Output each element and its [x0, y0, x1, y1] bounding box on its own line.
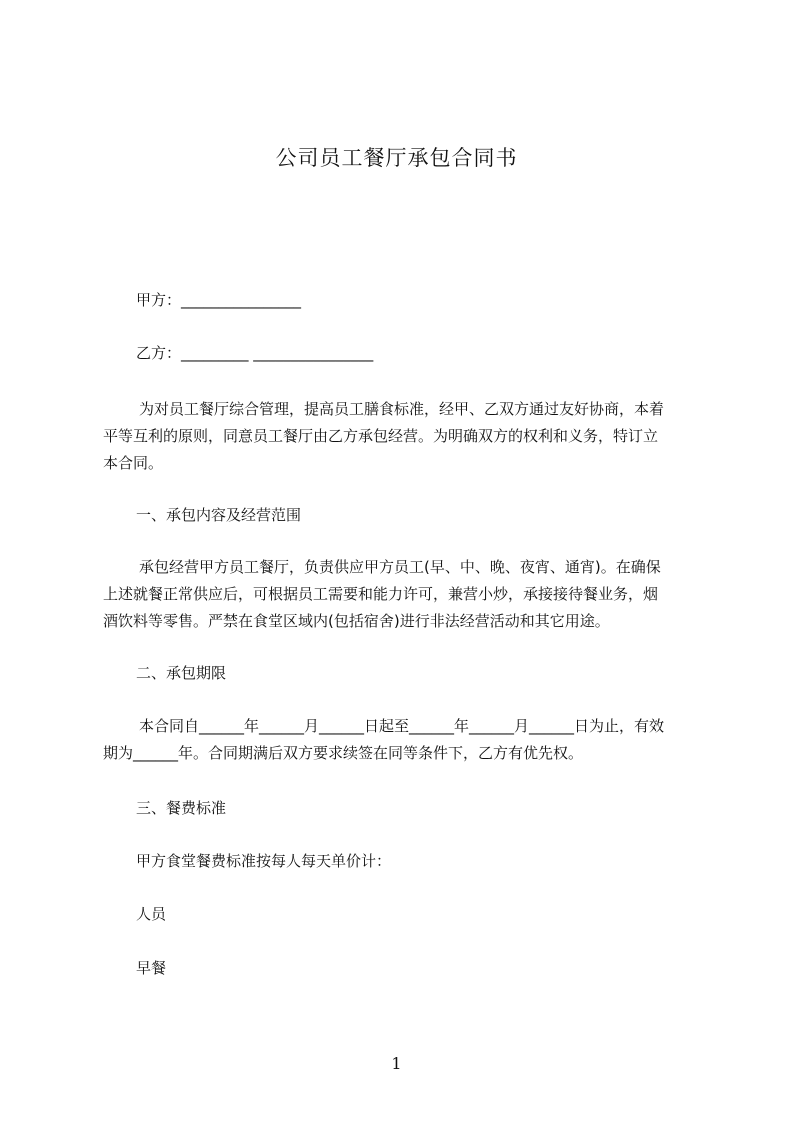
section-2-line-1: 本合同自______年______月______日起至______年______月______日为止，有效 [139, 717, 665, 735]
section-2-paragraph [103, 713, 703, 767]
section-1-line-2: 上述就餐正常供应后，可根据员工需要和能力许可，兼营小炒，承接接待餐业务，烟 [103, 585, 659, 603]
page-number: 1 [391, 1054, 402, 1073]
section-3-line-2: 人员 [136, 905, 167, 923]
section-3-line-1: 甲方食堂餐费标准按每人每天单价计： [136, 852, 392, 870]
intro-line-1: 为对员工餐厅综合管理，提高员工膳食标准，经甲、乙双方通过友好协商，本着 [139, 400, 665, 418]
section-3-line-3: 早餐 [136, 959, 167, 977]
section-1-line-1: 承包经营甲方员工餐厅，负责供应甲方员工(早、中、晚、夜宵、通宵)。在确保 [139, 558, 661, 576]
party-a-line: 甲方：________________ [136, 291, 302, 309]
section-1-heading: 一、承包内容及经营范围 [136, 506, 302, 524]
document-title: 公司员工餐厅承包合同书 [275, 146, 518, 170]
party-b-line: 乙方：_________ ________________ [136, 344, 374, 362]
section-1-paragraph [103, 554, 703, 635]
section-2-heading: 二、承包期限 [136, 664, 227, 682]
section-2-line-2: 期为______年。合同期满后双方要求续签在同等条件下，乙方有优先权。 [103, 744, 584, 762]
intro-line-2: 平等互利的原则，同意员工餐厅由乙方承包经营。为明确双方的权利和义务，特订立 [103, 427, 659, 445]
intro-line-3: 本合同。 [103, 454, 164, 472]
section-1-line-3: 酒饮料等零售。严禁在食堂区域内(包括宿舍)进行非法经营活动和其它用途。 [103, 612, 610, 630]
section-3-heading: 三、餐费标准 [136, 799, 227, 817]
intro-paragraph [103, 396, 703, 477]
